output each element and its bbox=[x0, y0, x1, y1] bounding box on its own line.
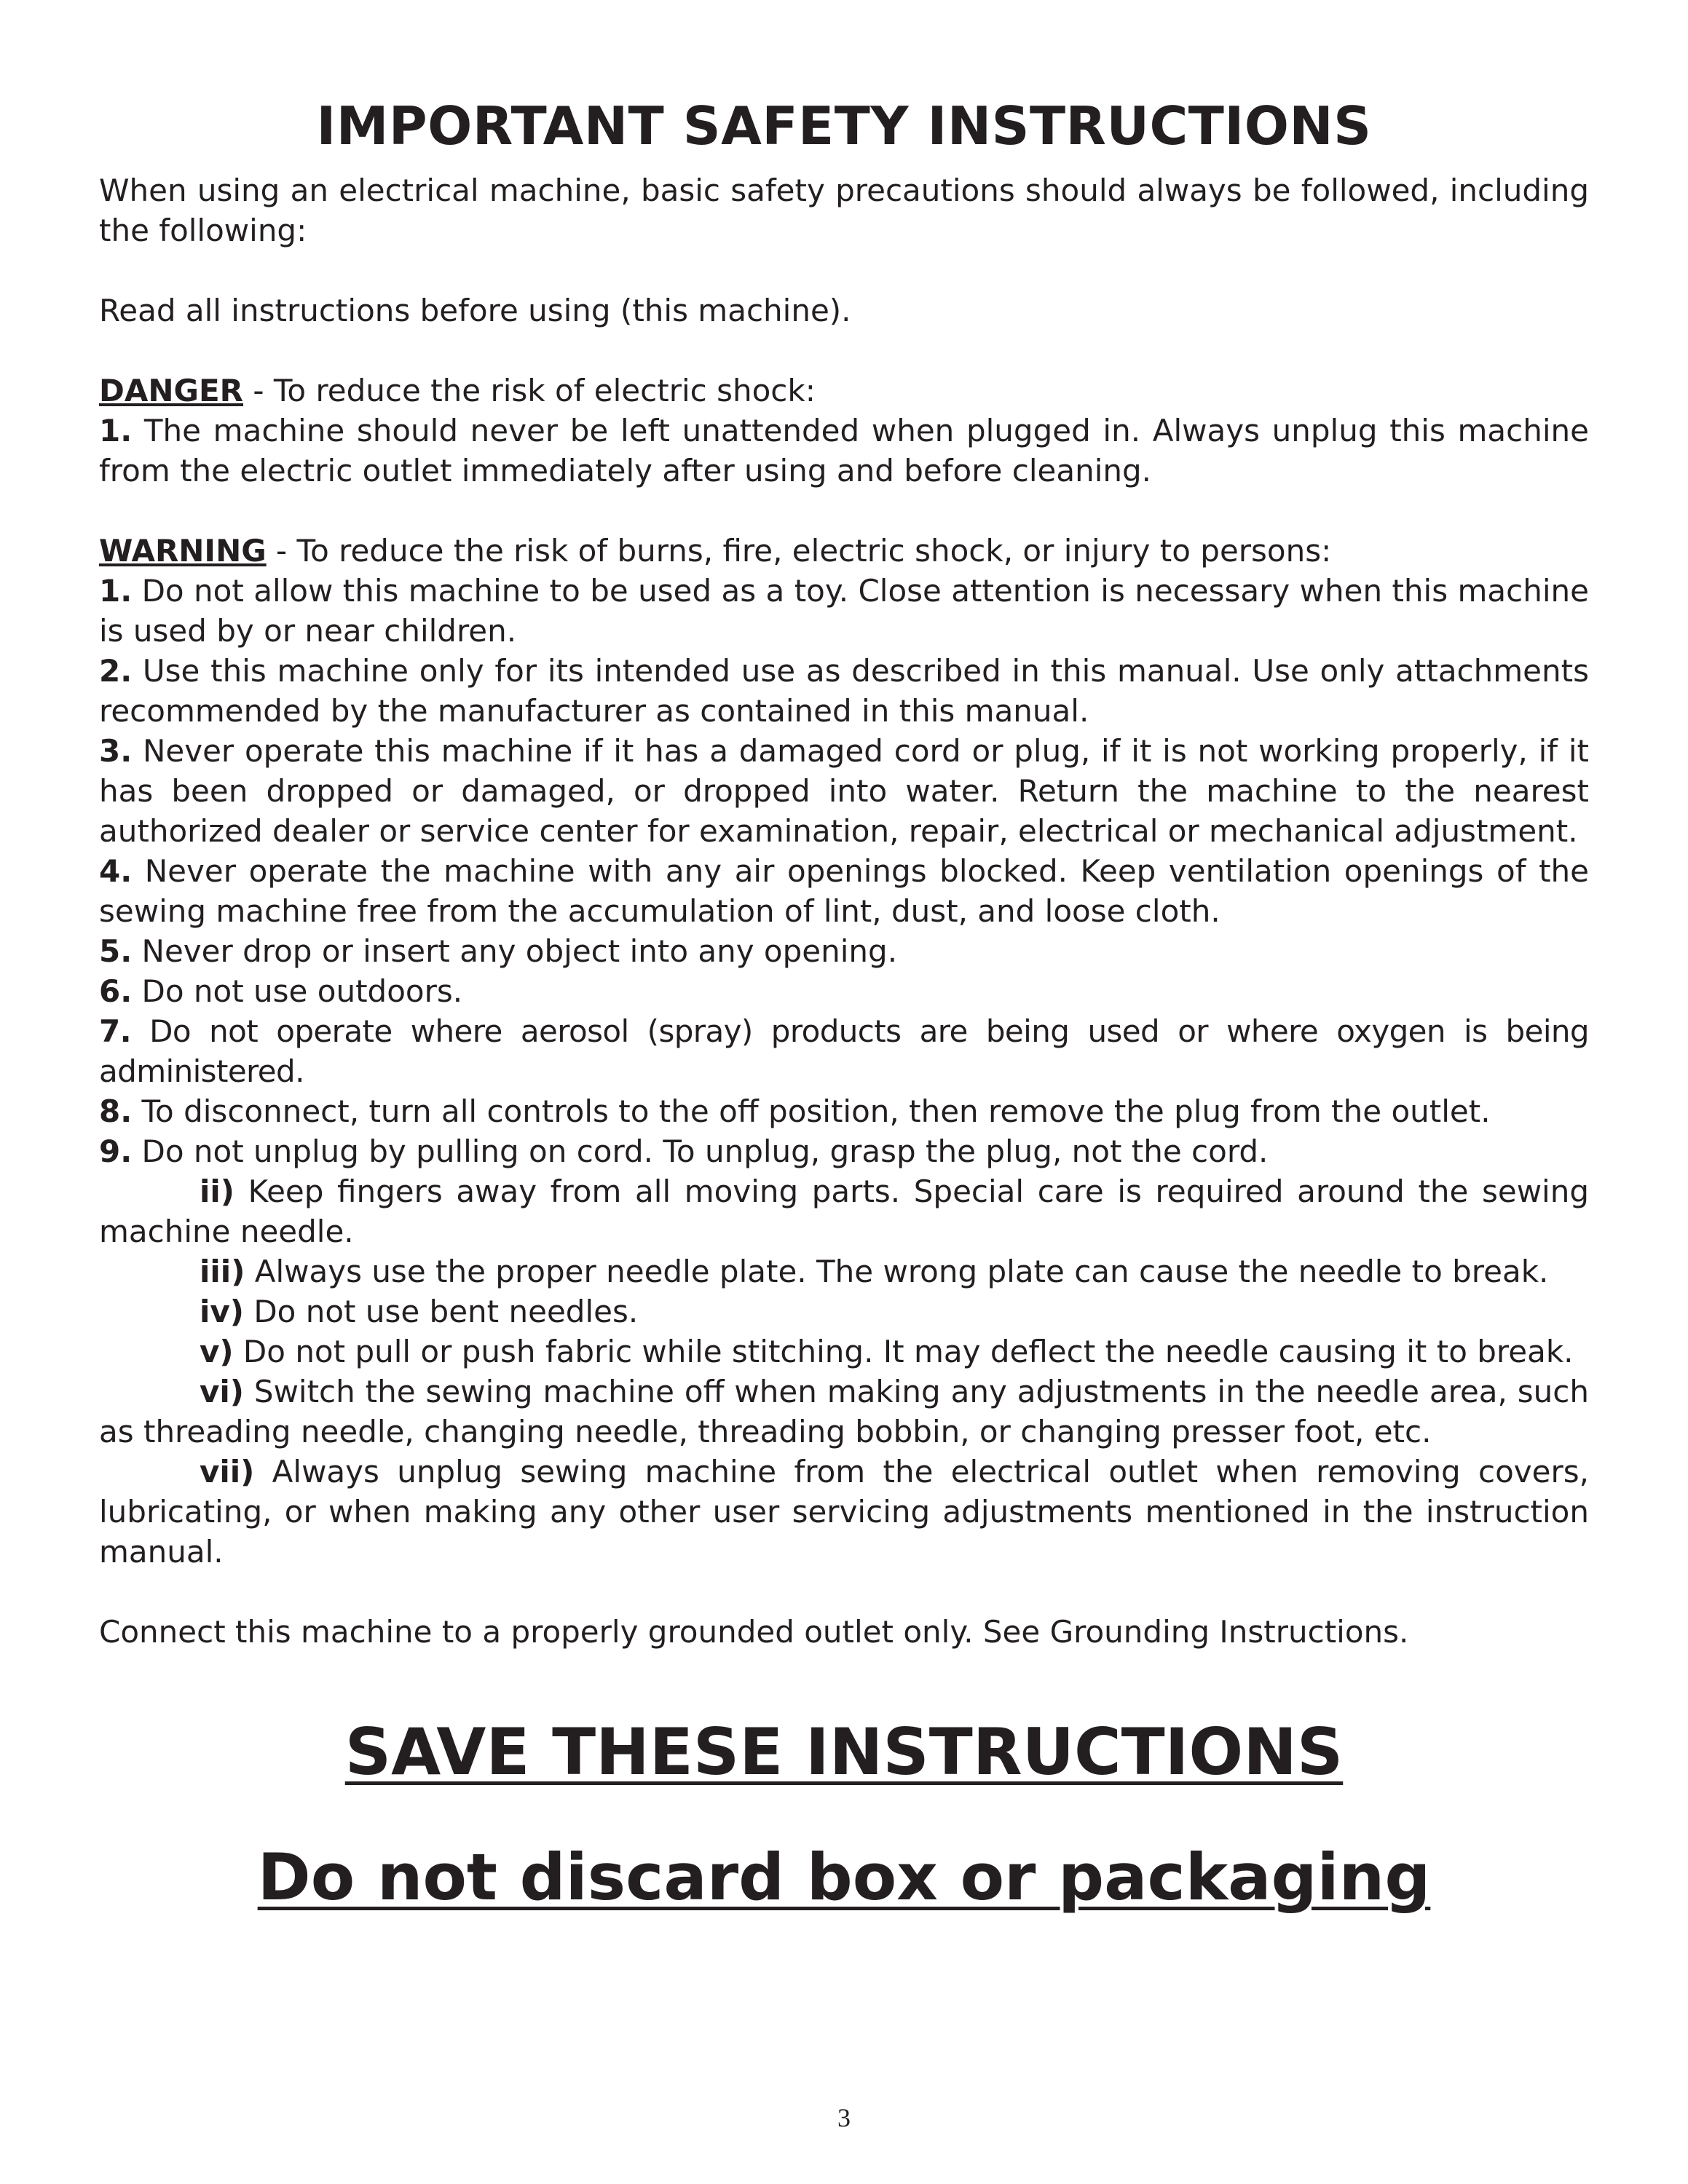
read-all-paragraph: Read all instructions before using (this machine). bbox=[99, 293, 851, 328]
item-number: 2. bbox=[99, 653, 133, 689]
item-number: 9. bbox=[99, 1133, 133, 1169]
item-text: Never operate this machine if it has a damaged cord or plug, if it is not working properly, if it has been dropped or damaged, or dropped into water. Return the machine to the nearest authorized dealer or service center for examination, repair, electrical or mechanical adjustment. bbox=[99, 733, 1589, 849]
danger-label: DANGER bbox=[99, 373, 244, 408]
grounding-paragraph: Connect this machine to a properly grounded outlet only. See Grounding Instructions. bbox=[99, 1614, 1409, 1650]
item-number: 8. bbox=[99, 1093, 133, 1129]
subitem-number: iv) bbox=[200, 1294, 244, 1329]
warning-heading bbox=[99, 531, 1589, 571]
warning-item bbox=[99, 731, 1589, 851]
warning-subitem bbox=[99, 1372, 1589, 1452]
item-text: Do not use outdoors. bbox=[132, 973, 463, 1009]
warning-item bbox=[99, 651, 1589, 731]
item-text: Do not allow this machine to be used as a toy. Close attention is necessary when this machine is used by or near children. bbox=[99, 573, 1589, 649]
warning-subitem bbox=[99, 1171, 1589, 1251]
item-text: The machine should never be left unattended when plugged in. Always unplug this machine from the electric outlet immediately after using and before cleaning. bbox=[99, 413, 1589, 488]
warning-item bbox=[99, 1091, 1589, 1131]
warning-subitem bbox=[99, 1291, 1589, 1332]
item-text: Do not unplug by pulling on cord. To unplug, grasp the plug, not the cord. bbox=[132, 1133, 1269, 1169]
item-number: 6. bbox=[99, 973, 133, 1009]
page-title: IMPORTANT SAFETY INSTRUCTIONS bbox=[316, 95, 1372, 157]
item-number: 3. bbox=[99, 733, 133, 769]
item-number: 5. bbox=[99, 933, 133, 969]
warning-item bbox=[99, 1011, 1589, 1091]
subitem-number: ii) bbox=[200, 1174, 234, 1209]
warning-item bbox=[99, 931, 1589, 971]
warning-text: - To reduce the risk of burns, fire, electric shock, or injury to persons: bbox=[266, 533, 1332, 569]
item-text: To disconnect, turn all controls to the off position, then remove the plug from the outlet. bbox=[132, 1093, 1491, 1129]
subitem-text: Keep fingers away from all moving parts. Special care is required around the sewing machine needle. bbox=[99, 1174, 1589, 1249]
item-text: Use this machine only for its intended use as described in this manual. Use only attachments recommended by the manufacturer as contained in this manual. bbox=[99, 653, 1589, 729]
item-number: 1. bbox=[99, 413, 133, 448]
warning-item bbox=[99, 571, 1589, 651]
subitem-text: Do not use bent needles. bbox=[243, 1294, 639, 1329]
item-text: Never operate the machine with any air openings blocked. Keep ventilation openings of the sewing machine free from the accumulation of lint, dust, and loose cloth. bbox=[99, 853, 1589, 929]
warning-subitem bbox=[99, 1452, 1589, 1572]
save-instructions-heading: SAVE THESE INSTRUCTIONS bbox=[344, 1714, 1344, 1789]
item-number: 7. bbox=[99, 1013, 131, 1049]
intro-paragraph: When using an electrical machine, basic safety precautions should always be followed, including the following: bbox=[99, 173, 1589, 248]
warning-label: WARNING bbox=[99, 533, 267, 569]
danger-item bbox=[99, 411, 1589, 491]
danger-heading bbox=[99, 371, 1589, 411]
warning-item bbox=[99, 1131, 1589, 1171]
page-number: 3 bbox=[837, 2103, 851, 2132]
subitem-text: Always use the proper needle plate. The wrong plate can cause the needle to break. bbox=[245, 1254, 1549, 1289]
subitem-number: iii) bbox=[200, 1254, 245, 1289]
subitem-number: vi) bbox=[200, 1374, 244, 1409]
warning-subitem bbox=[99, 1332, 1589, 1372]
danger-text: - To reduce the risk of electric shock: bbox=[243, 373, 816, 408]
warning-item bbox=[99, 971, 1589, 1011]
item-text: Do not operate where aerosol (spray) products are being used or where oxygen is being administered. bbox=[99, 1013, 1589, 1089]
item-text: Never drop or insert any object into any opening. bbox=[132, 933, 898, 969]
subitem-number: vii) bbox=[200, 1454, 255, 1489]
subitem-number: v) bbox=[200, 1334, 234, 1369]
warning-subitem bbox=[99, 1251, 1589, 1291]
subitem-text: Always unplug sewing machine from the electrical outlet when removing covers, lubricating, or when making any other user servicing adjustments mentioned in the instruction manual. bbox=[99, 1454, 1589, 1570]
document-page bbox=[99, 87, 1589, 1921]
subitem-text: Switch the sewing machine off when making any adjustments in the needle area, such as threading needle, changing needle, threading bobbin, or changing presser foot, etc. bbox=[99, 1374, 1589, 1449]
item-number: 1. bbox=[99, 573, 133, 609]
warning-item bbox=[99, 851, 1589, 931]
subitem-text: Do not pull or push fabric while stitching. It may deflect the needle causing it to break. bbox=[233, 1334, 1574, 1369]
discard-notice-heading: Do not discard box or packaging bbox=[257, 1840, 1431, 1915]
item-number: 4. bbox=[99, 853, 133, 889]
